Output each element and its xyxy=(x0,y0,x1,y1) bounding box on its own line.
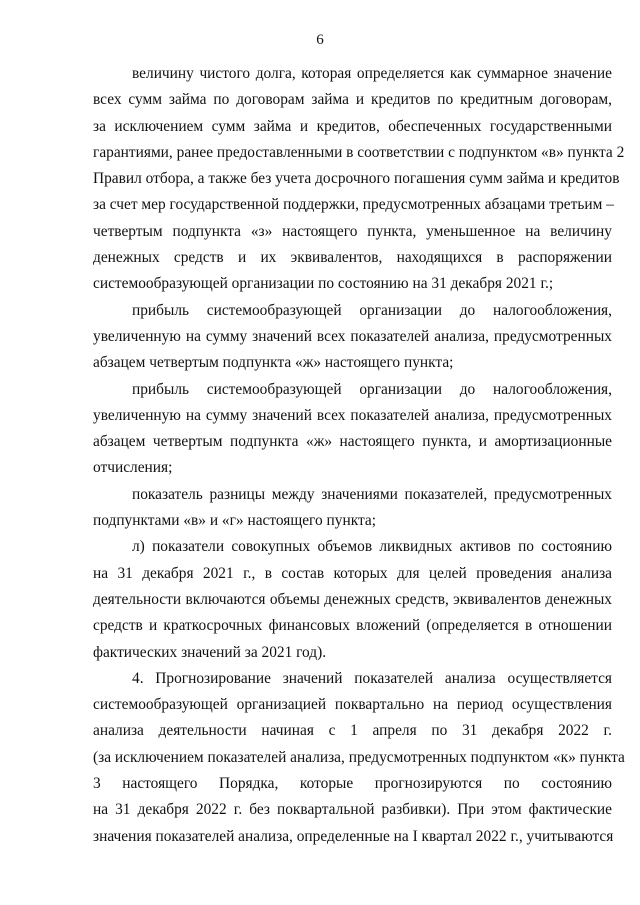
paragraph-profit-with-amortization xyxy=(93,377,612,482)
paragraph-forecasting xyxy=(93,666,625,850)
text-line: показатель разницы между значениями показателей, предусмотренных xyxy=(132,485,612,503)
paragraph-net-debt xyxy=(93,61,625,298)
text-line: увеличенную на сумму значений всех показателей анализа, предусмотренных xyxy=(93,327,612,345)
text-line: значения показателей анализа, определенные на I квартал 2022 г., учитываются xyxy=(93,827,614,845)
text-line: абзацем четвертым подпункта «ж» настоящего пункта, и амортизационные xyxy=(93,433,612,451)
text-line: четвертым подпункта «з» настоящего пункта, уменьшенное на величину xyxy=(93,222,612,240)
text-line: анализа деятельности начиная с 1 апреля по 31 декабря 2022 г. xyxy=(93,722,612,740)
text-line: подпунктами «в» и «г» настоящего пункта; xyxy=(93,512,376,530)
text-line: абзацем четвертым подпункта «ж» настоящего пункта; xyxy=(93,354,454,372)
text-line: Правил отбора, а также без учета досрочного погашения сумм займа и кредитов xyxy=(93,170,620,188)
text-line: на 31 декабря 2022 г. без поквартальной разбивки). При этом фактические xyxy=(93,801,612,819)
paragraph-difference-indicator xyxy=(93,482,612,535)
document-body xyxy=(93,61,625,850)
text-line: прибыль системообразующей организации до налогообложения, xyxy=(132,301,612,319)
text-line: всех сумм займа по договорам займа и кредитов по кредитным договорам, xyxy=(93,91,612,109)
text-line: за счет мер государственной поддержки, предусмотренных абзацами третьим – xyxy=(93,196,614,214)
text-line: гарантиями, ранее предоставленными в соответствии с подпунктом «в» пункта 2 xyxy=(93,143,625,161)
text-line: средств и краткосрочных финансовых вложений (определяется в отношении xyxy=(93,617,612,635)
text-line: за исключением сумм займа и кредитов, обеспеченных государственными xyxy=(93,117,612,135)
paragraph-profit-before-tax xyxy=(93,298,612,377)
text-line: денежных средств и их эквивалентов, находящихся в распоряжении xyxy=(93,249,612,267)
text-line: (за исключением показателей анализа, предусмотренных подпунктом «к» пункта xyxy=(93,748,625,766)
text-line: отчисления; xyxy=(93,459,173,477)
text-line: прибыль системообразующей организации до налогообложения, xyxy=(132,380,612,398)
text-line: 3 настоящего Порядка, которые прогнозируются по состоянию xyxy=(93,775,612,793)
text-line: системообразующей организации по состоянию на 31 декабря 2021 г.; xyxy=(93,275,554,293)
text-line: на 31 декабря 2021 г., в состав которых для целей проведения анализа xyxy=(93,564,612,582)
text-line: величину чистого долга, которая определяется как суммарное значение xyxy=(132,65,612,82)
paragraph-liquid-assets xyxy=(93,534,612,665)
page-number: 6 xyxy=(316,32,324,48)
text-line: л) показатели совокупных объемов ликвидных активов по состоянию xyxy=(132,538,612,556)
text-line: увеличенную на сумму значений всех показателей анализа, предусмотренных xyxy=(93,406,612,424)
text-line: системообразующей организацией поквартально на период осуществления xyxy=(93,696,612,714)
text-line: 4. Прогнозирование значений показателей анализа осуществляется xyxy=(132,669,612,687)
text-line: деятельности включаются объемы денежных средств, эквивалентов денежных xyxy=(93,590,612,608)
text-line: фактических значений за 2021 год). xyxy=(93,643,327,661)
